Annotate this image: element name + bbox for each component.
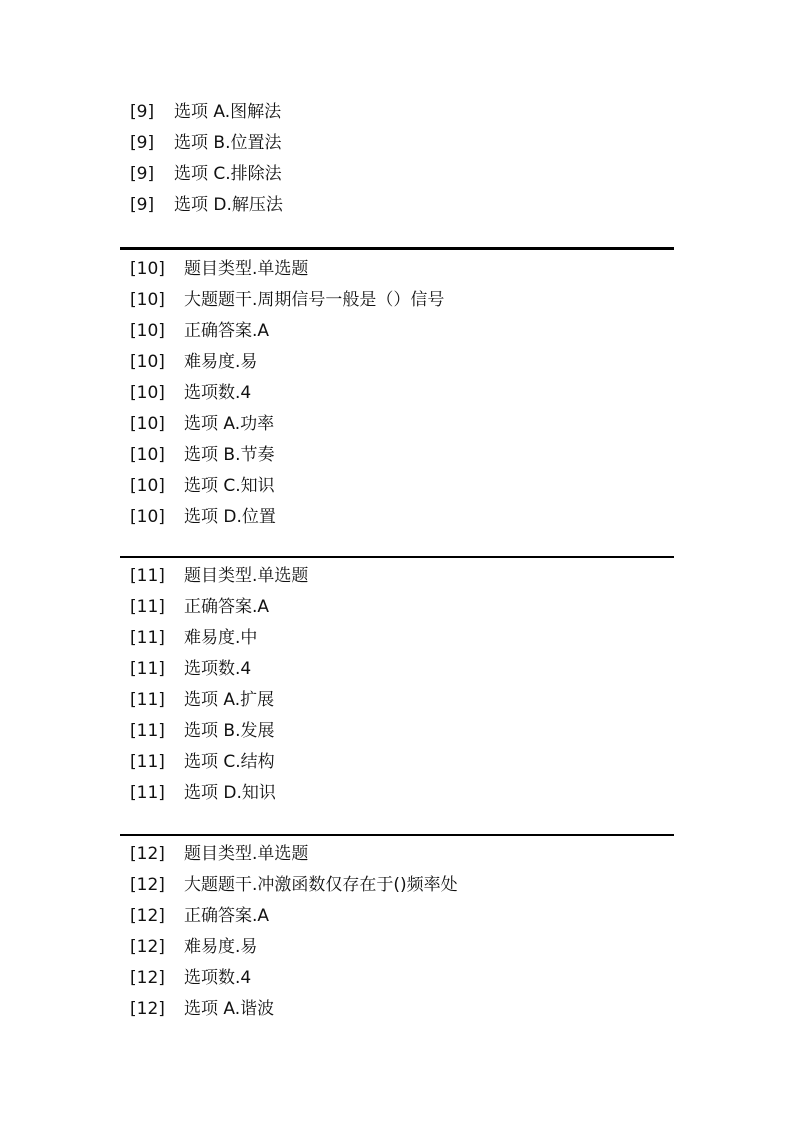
question-number: [9] — [130, 195, 155, 215]
line-text: 选项 B.发展 — [184, 721, 275, 741]
question-number: [11] — [130, 783, 165, 803]
line-text: 选项 C.结构 — [184, 752, 275, 772]
line-text: 大题题干.冲激函数仅存在于()频率处 — [184, 875, 458, 895]
question-number: [11] — [130, 721, 165, 741]
line-text: 选项 C.排除法 — [174, 164, 282, 184]
q9-line-3 — [120, 159, 674, 190]
question-number: [11] — [130, 690, 165, 710]
question-number: [9] — [130, 133, 155, 153]
q10-line-3 — [120, 316, 674, 347]
line-text: 选项 D.位置 — [184, 507, 276, 527]
question-number: [12] — [130, 875, 165, 895]
line-text: 难易度.中 — [184, 628, 258, 648]
q10-line-7 — [120, 440, 674, 471]
line-text: 大题题干.周期信号一般是（）信号 — [184, 290, 445, 310]
line-text: 选项数.4 — [184, 968, 252, 988]
question-number: [12] — [130, 999, 165, 1019]
question-number: [11] — [130, 659, 165, 679]
question-number: [12] — [130, 968, 165, 988]
q11-line-5 — [120, 685, 674, 716]
line-text: 选项 B.位置法 — [174, 133, 282, 153]
q11-line-6 — [120, 716, 674, 747]
q12-line-4 — [120, 932, 674, 963]
line-text: 选项 C.知识 — [184, 476, 275, 496]
question-number: [11] — [130, 628, 165, 648]
q10-line-6 — [120, 409, 674, 440]
q10-line-2 — [120, 285, 674, 316]
question-number: [9] — [130, 102, 155, 122]
q10-line-8 — [120, 471, 674, 502]
q9-line-1 — [120, 97, 674, 128]
line-text: 选项 B.节奏 — [184, 445, 275, 465]
question-number: [12] — [130, 844, 165, 864]
line-text: 题目类型.单选题 — [184, 844, 309, 864]
q12-line-6 — [120, 994, 674, 1025]
line-text: 题目类型.单选题 — [184, 259, 309, 279]
line-text: 选项 A.扩展 — [184, 690, 275, 710]
line-text: 正确答案.A — [184, 906, 270, 926]
question-number: [10] — [130, 414, 165, 434]
line-text: 正确答案.A — [184, 597, 270, 617]
question-number: [10] — [130, 321, 165, 341]
line-text: 选项数.4 — [184, 659, 252, 679]
question-number: [10] — [130, 352, 165, 372]
q10-line-9 — [120, 502, 674, 533]
line-text: 选项数.4 — [184, 383, 252, 403]
q12-line-1 — [120, 839, 674, 870]
q12-line-2 — [120, 870, 674, 901]
q11-line-3 — [120, 623, 674, 654]
q12-line-3 — [120, 901, 674, 932]
question-number: [9] — [130, 164, 155, 184]
line-text: 正确答案.A — [184, 321, 270, 341]
q12-line-5 — [120, 963, 674, 994]
question-number: [10] — [130, 507, 165, 527]
q10-line-4 — [120, 347, 674, 378]
question-number: [10] — [130, 445, 165, 465]
line-text: 选项 A.谐波 — [184, 999, 275, 1019]
q9-line-4 — [120, 190, 674, 221]
q10-line-1 — [120, 254, 674, 285]
line-text: 选项 D.解压法 — [174, 195, 283, 215]
q10-line-5 — [120, 378, 674, 409]
question-number: [10] — [130, 383, 165, 403]
q11-line-4 — [120, 654, 674, 685]
question-11-block — [120, 556, 674, 809]
line-text: 选项 D.知识 — [184, 783, 276, 803]
line-text: 选项 A.功率 — [184, 414, 275, 434]
line-text: 选项 A.图解法 — [174, 102, 282, 122]
line-text: 难易度.易 — [184, 937, 258, 957]
question-9-block — [120, 97, 674, 221]
question-10-block — [120, 247, 674, 533]
question-number: [10] — [130, 259, 165, 279]
question-number: [11] — [130, 752, 165, 772]
q11-line-8 — [120, 778, 674, 809]
line-text: 题目类型.单选题 — [184, 566, 309, 586]
question-number: [10] — [130, 476, 165, 496]
q11-line-1 — [120, 561, 674, 592]
question-12-block — [120, 834, 674, 1025]
question-number: [11] — [130, 597, 165, 617]
line-text: 难易度.易 — [184, 352, 258, 372]
question-number: [10] — [130, 290, 165, 310]
q11-line-2 — [120, 592, 674, 623]
q9-line-2 — [120, 128, 674, 159]
question-number: [12] — [130, 937, 165, 957]
question-number: [12] — [130, 906, 165, 926]
q11-line-7 — [120, 747, 674, 778]
question-number: [11] — [130, 566, 165, 586]
